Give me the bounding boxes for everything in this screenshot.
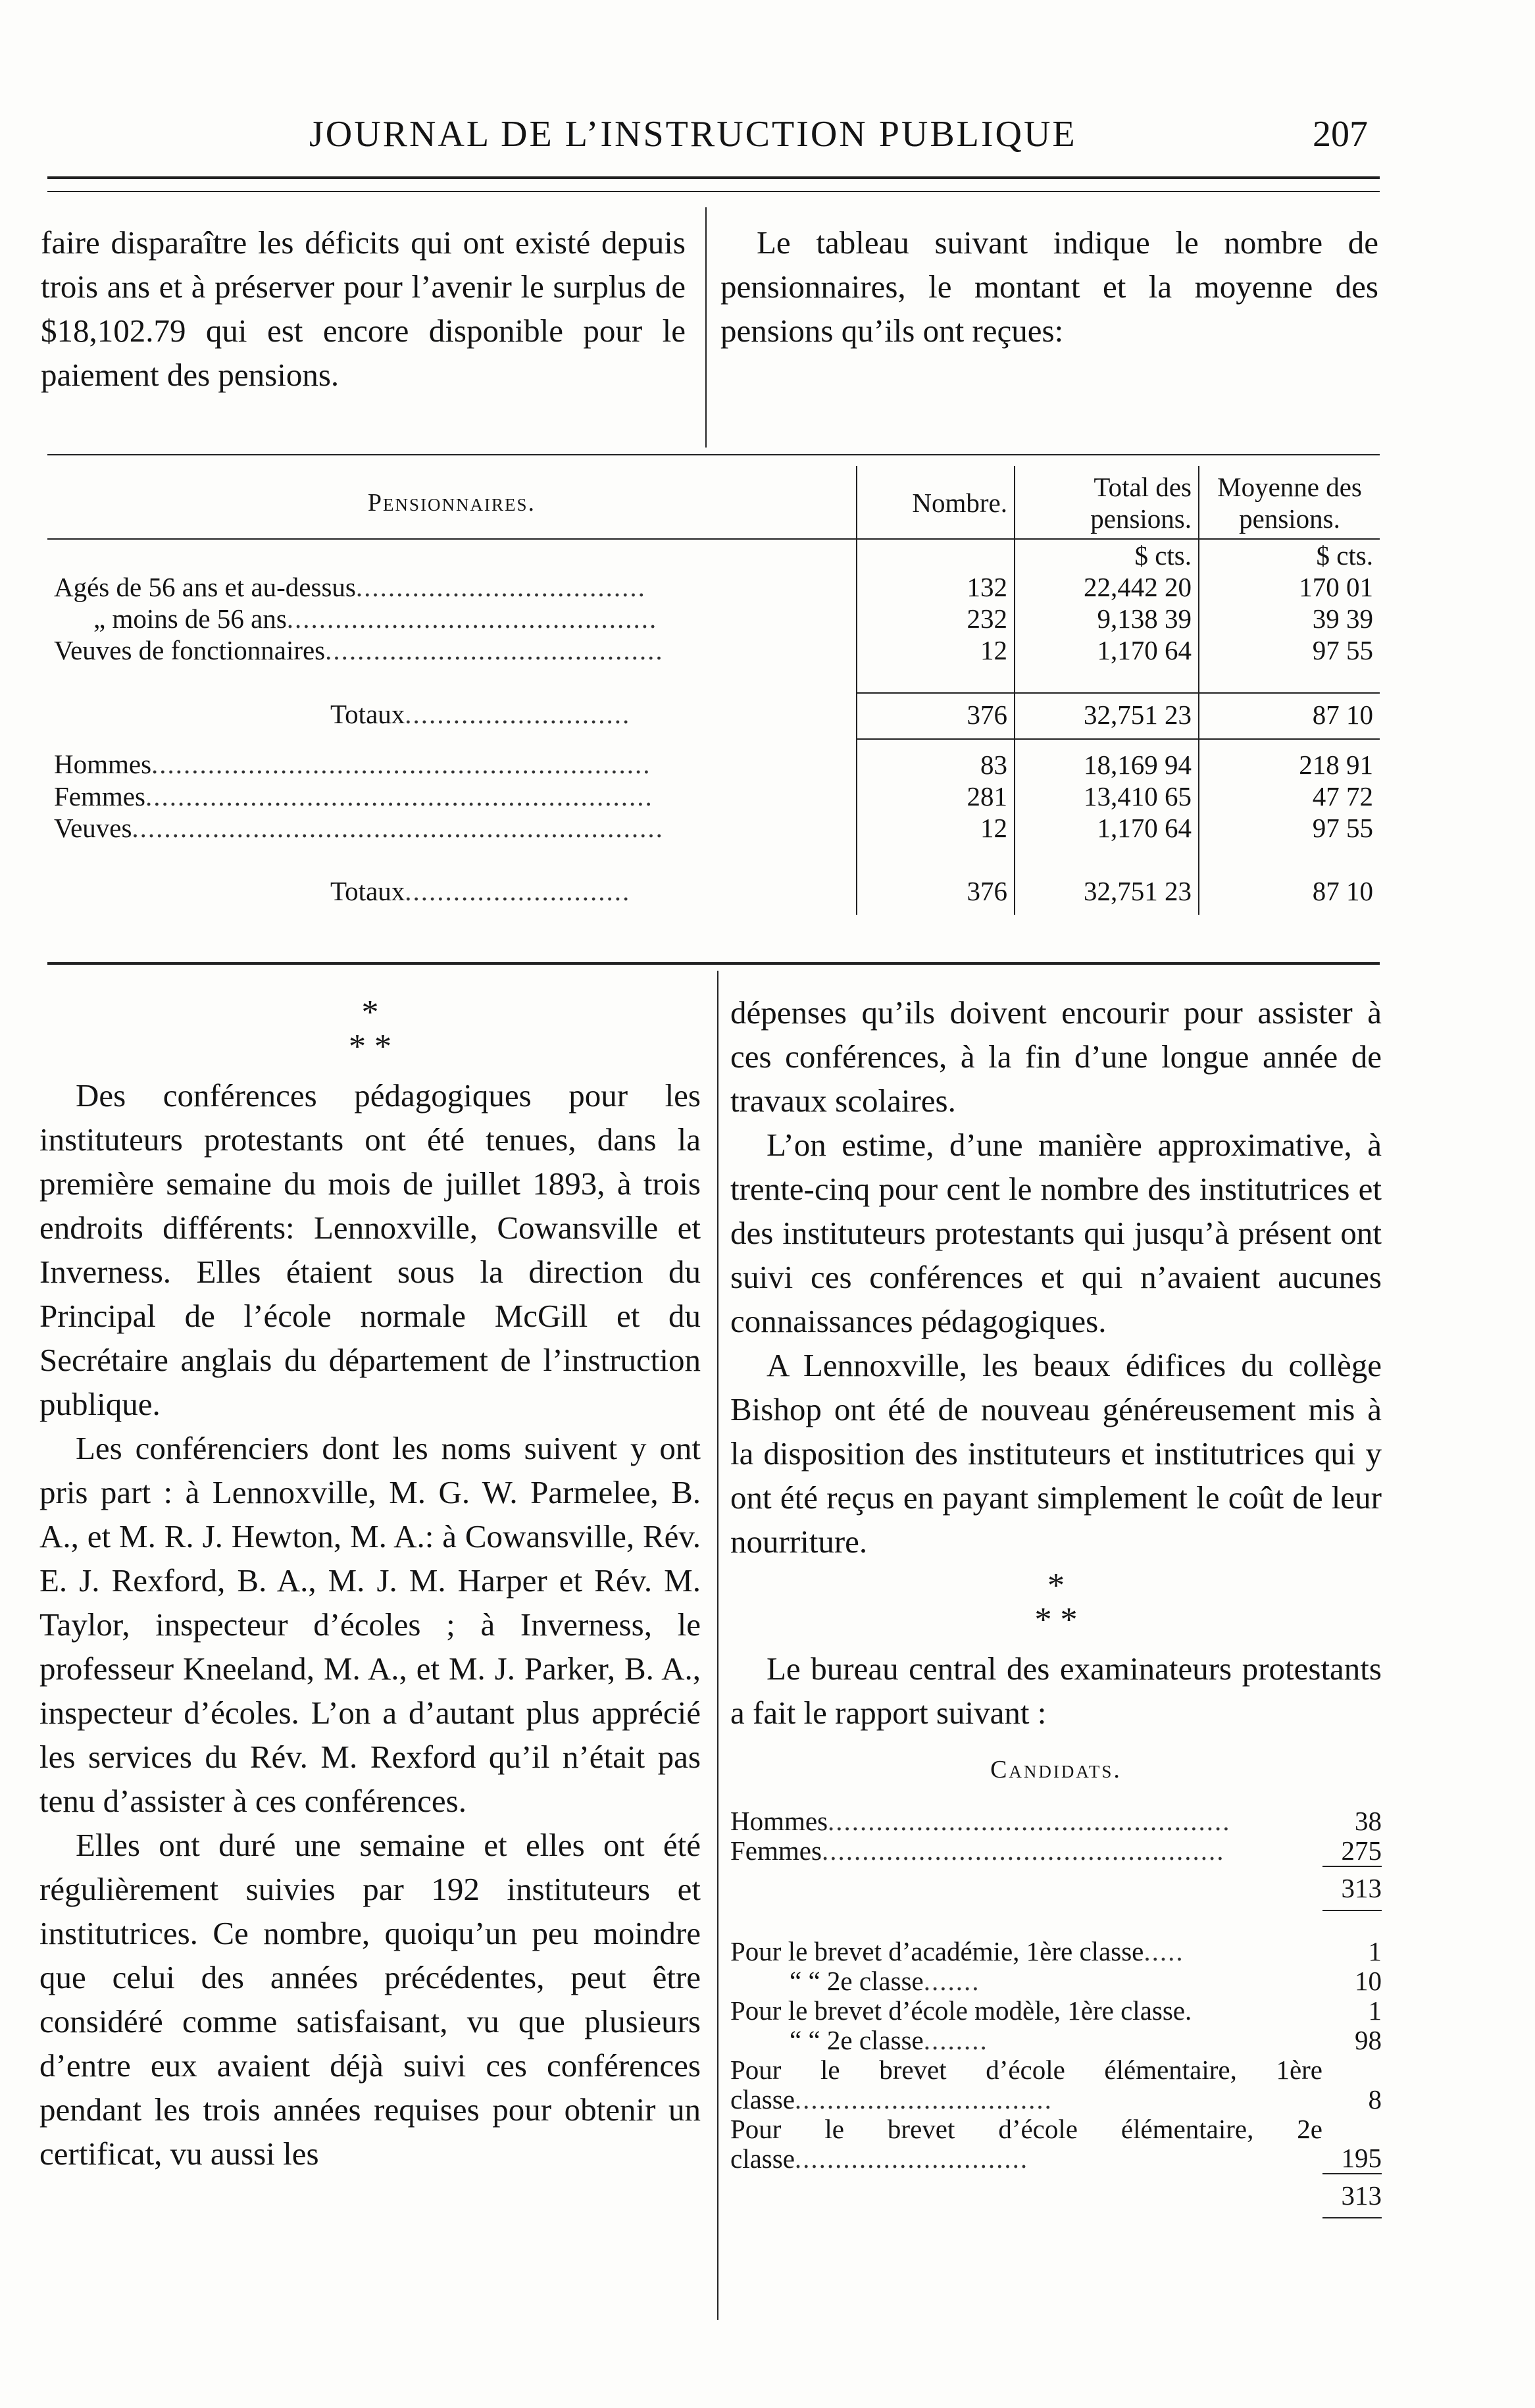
header-rule [47, 176, 1380, 179]
row-label: Veuves de fonctionnaires [54, 635, 326, 665]
row-total: 1,170 64 [1015, 634, 1199, 666]
total-row [730, 2174, 1382, 2218]
paragraph: Elles ont duré une semaine et elles ont été régulièrement suivies par 192 instituteurs et institutrices. Ce nombre, quoiqu’un peu moindre que celui des années précédentes, peut être considéré comme satisfaisant, vu que plusieurs d’entre eux avaient déjà suivi ces conférences pendant les trois années requises pour obtenir un certificat, vu aussi les [39, 1827, 701, 2172]
table-row: “ “ 2e classe....... 10 [790, 1966, 1382, 1996]
header-nombre: Nombre. [857, 466, 1015, 539]
totals-average: 87 10 [1199, 870, 1380, 915]
top-right-text: Le tableau suivant indique le nombre de pensionnaires, le montant et la moyenne des pensions qu’ils ont reçues: [720, 224, 1378, 349]
star-bottom: * * [1034, 1601, 1078, 1639]
top-left-text: faire disparaître les déficits qui ont existé depuis trois ans et à préserver pour l’avenir le surplus de $18,102.79 qui est encore disponible pour le paiement des pensions. [41, 224, 686, 393]
table-row: Agés de 56 ans et au-dessus.................................... 132 22,442 20 170 01 [47, 571, 1380, 603]
row-label: Pour le brevet d’école élémentaire, 1ère classe [730, 2055, 1322, 2114]
top-left-paragraph [41, 220, 686, 397]
table-row: Hommes.................................................. 38 [730, 1806, 1382, 1836]
row-average: 47 72 [1199, 781, 1380, 812]
pension-table-header [47, 466, 1380, 539]
row-average: 170 01 [1199, 571, 1380, 603]
row-label: Veuves [54, 813, 132, 843]
pension-table [47, 466, 1380, 915]
subtotal-row [730, 1866, 1382, 1910]
table-row: Femmes............................................................... 281 13,410 65 47 72 [47, 781, 1380, 812]
row-label: „ moins de 56 ans [93, 603, 287, 634]
paragraph: L’on estime, d’une manière approximative, à trente-cinq pour cent le nombre des institutrices et des instituteurs protestants qui jusqu’à présent ont suivi ces conférences et qui n’avaient aucunes connaissances pédagogiques. [730, 1127, 1382, 1339]
left-column [39, 990, 701, 2176]
totals-row: Totaux............................ 376 32,751 23 87 10 [47, 870, 1380, 915]
paragraph: A Lennoxville, les beaux édifices du collège Bishop ont été de nouveau généreusement mis à la disposition des instituteurs et institutrices qui y ont été reçus en payant simplement le coût de leur nourriture. [730, 1347, 1382, 1560]
row-total: 18,169 94 [1015, 739, 1199, 781]
row-count: 12 [857, 634, 1015, 666]
row-value: 275 [1341, 1835, 1382, 1866]
row-average: 39 39 [1199, 603, 1380, 634]
units-row [47, 539, 1380, 571]
row-total: 22,442 20 [1015, 571, 1199, 603]
totals-count: 376 [857, 693, 1015, 739]
row-count: 12 [857, 812, 1015, 844]
totals-row: Totaux............................ 376 32,751 23 87 10 [47, 693, 1380, 739]
row-label: “ “ 2e classe [790, 1966, 924, 1996]
row-value: 1 [1368, 1936, 1382, 1966]
totals-total: 32,751 23 [1015, 870, 1199, 915]
row-value: 1 [1368, 1995, 1382, 2026]
row-average: 218 91 [1199, 739, 1380, 781]
row-label: Hommes [54, 749, 152, 779]
row-label: Hommes [730, 1806, 828, 1836]
row-label: Pour le brevet d’école modèle, 1ère classe. [730, 1995, 1192, 2026]
row-average: 97 55 [1199, 812, 1380, 844]
row-label: Pour le brevet d’école élémentaire, 2e classe [730, 2114, 1322, 2174]
header-pensionnaires: Pensionnaires. [47, 466, 857, 539]
table-row: Pour le brevet d’académie, 1ère classe..... 1 [730, 1936, 1382, 1966]
table-row [730, 1996, 1382, 2026]
row-label: Femmes [54, 781, 145, 811]
row-total: 1,170 64 [1015, 812, 1199, 844]
header-total: Total des pensions. [1015, 466, 1199, 539]
row-count: 132 [857, 571, 1015, 603]
table-bottom-rule [47, 962, 1380, 965]
section-stars [39, 996, 701, 1064]
row-count: 232 [857, 603, 1015, 634]
table-top-rule [47, 454, 1380, 455]
header-moyenne: Moyenne des pensions. [1199, 466, 1380, 539]
table-row: “ “ 2e classe........ 98 [790, 2025, 1382, 2055]
section-stars [730, 1569, 1382, 1637]
row-label: Agés de 56 ans et au-dessus [54, 572, 356, 602]
paragraph: Les conférenciers dont les noms suivent y ont pris part : à Lennoxville, M. G. W. Parmelee, B. A., et M. R. J. Hewton, M. A.: à Cowansville, Rév. E. J. Rexford, B. A., M. J. M. Harper et Rév. M. Taylor, inspecteur d’écoles ; à Inverness, le professeur Kneeland, M. A., et M. J. Parker, B. A., inspecteur d’écoles. L’on a d’autant plus apprécié les services du Rév. M. Rexford qu’il n’était pas tenu d’assister à ces conférences. [39, 1430, 701, 1819]
candidates-table [730, 1806, 1382, 2218]
column-divider [717, 971, 718, 2320]
table-row: Pour le brevet d’école élémentaire, 2e classe............................. 195 [730, 2114, 1382, 2174]
table-row: „ moins de 56 ans.............................................. 232 9,138 39 39 39 [47, 603, 1380, 634]
row-label: Pour le brevet d’académie, 1ère classe [730, 1936, 1144, 1966]
right-column [730, 990, 1382, 2218]
table-row: Pour le brevet d’école élémentaire, 1ère classe................................ 8 [730, 2055, 1382, 2114]
row-value: 195 [1341, 2143, 1382, 2173]
subtotal-value: 313 [1322, 1866, 1382, 1910]
table-row: Veuves.................................................................. 12 1,170 64 97 55 [47, 812, 1380, 844]
totals-label: Totaux [330, 699, 405, 729]
totals-label: Totaux [330, 876, 405, 906]
total-value: 313 [1322, 2174, 1382, 2218]
page-number: 207 [1313, 114, 1368, 155]
row-count: 281 [857, 781, 1015, 812]
totals-average: 87 10 [1199, 693, 1380, 739]
totals-total: 32,751 23 [1015, 693, 1199, 739]
table-row: Femmes.................................................. 275 [730, 1835, 1382, 1866]
unit-average: $ cts. [1199, 539, 1380, 571]
paragraph: Des conférences pédagogiques pour les instituteurs protestants ont été tenues, dans la première semaine du mois de juillet 1893, à trois endroits différents: Lennoxville, Cowansville et Inverness. Elles étaient sous la direction du Principal de l’école normale McGill et du Secrétaire anglais du département de l’instruction publique. [39, 1077, 701, 1422]
star-top: * [361, 994, 379, 1031]
row-count: 83 [857, 739, 1015, 781]
row-average: 97 55 [1199, 634, 1380, 666]
header-rule-thin [47, 191, 1380, 192]
paragraph: Le bureau central des examinateurs protestants a fait le rapport suivant : [730, 1651, 1382, 1731]
paragraph: dépenses qu’ils doivent encourir pour assister à ces conférences, à la fin d’une longue année de travaux scolaires. [730, 994, 1382, 1119]
top-column-divider [705, 207, 707, 448]
candidates-title: Candidats. [990, 1756, 1122, 1783]
table-row: Veuves de fonctionnaires.......................................... 12 1,170 64 97 55 [47, 634, 1380, 666]
star-top: * [1047, 1567, 1065, 1604]
row-value: 8 [1368, 2084, 1382, 2114]
top-right-paragraph [720, 220, 1378, 353]
row-total: 9,138 39 [1015, 603, 1199, 634]
row-value: 38 [1355, 1806, 1382, 1836]
row-label: Femmes [730, 1835, 822, 1866]
table-row: Hommes.............................................................. 83 18,169 94 218 91 [47, 739, 1380, 781]
running-header [0, 113, 1535, 166]
totals-count: 376 [857, 870, 1015, 915]
row-value: 10 [1355, 1966, 1382, 1996]
row-label: “ “ 2e classe [790, 2025, 924, 2055]
journal-title: JOURNAL DE L’INSTRUCTION PUBLIQUE [309, 114, 1077, 155]
row-value: 98 [1355, 2025, 1382, 2055]
row-total: 13,410 65 [1015, 781, 1199, 812]
star-bottom: * * [349, 1028, 391, 1065]
unit-total: $ cts. [1015, 539, 1199, 571]
